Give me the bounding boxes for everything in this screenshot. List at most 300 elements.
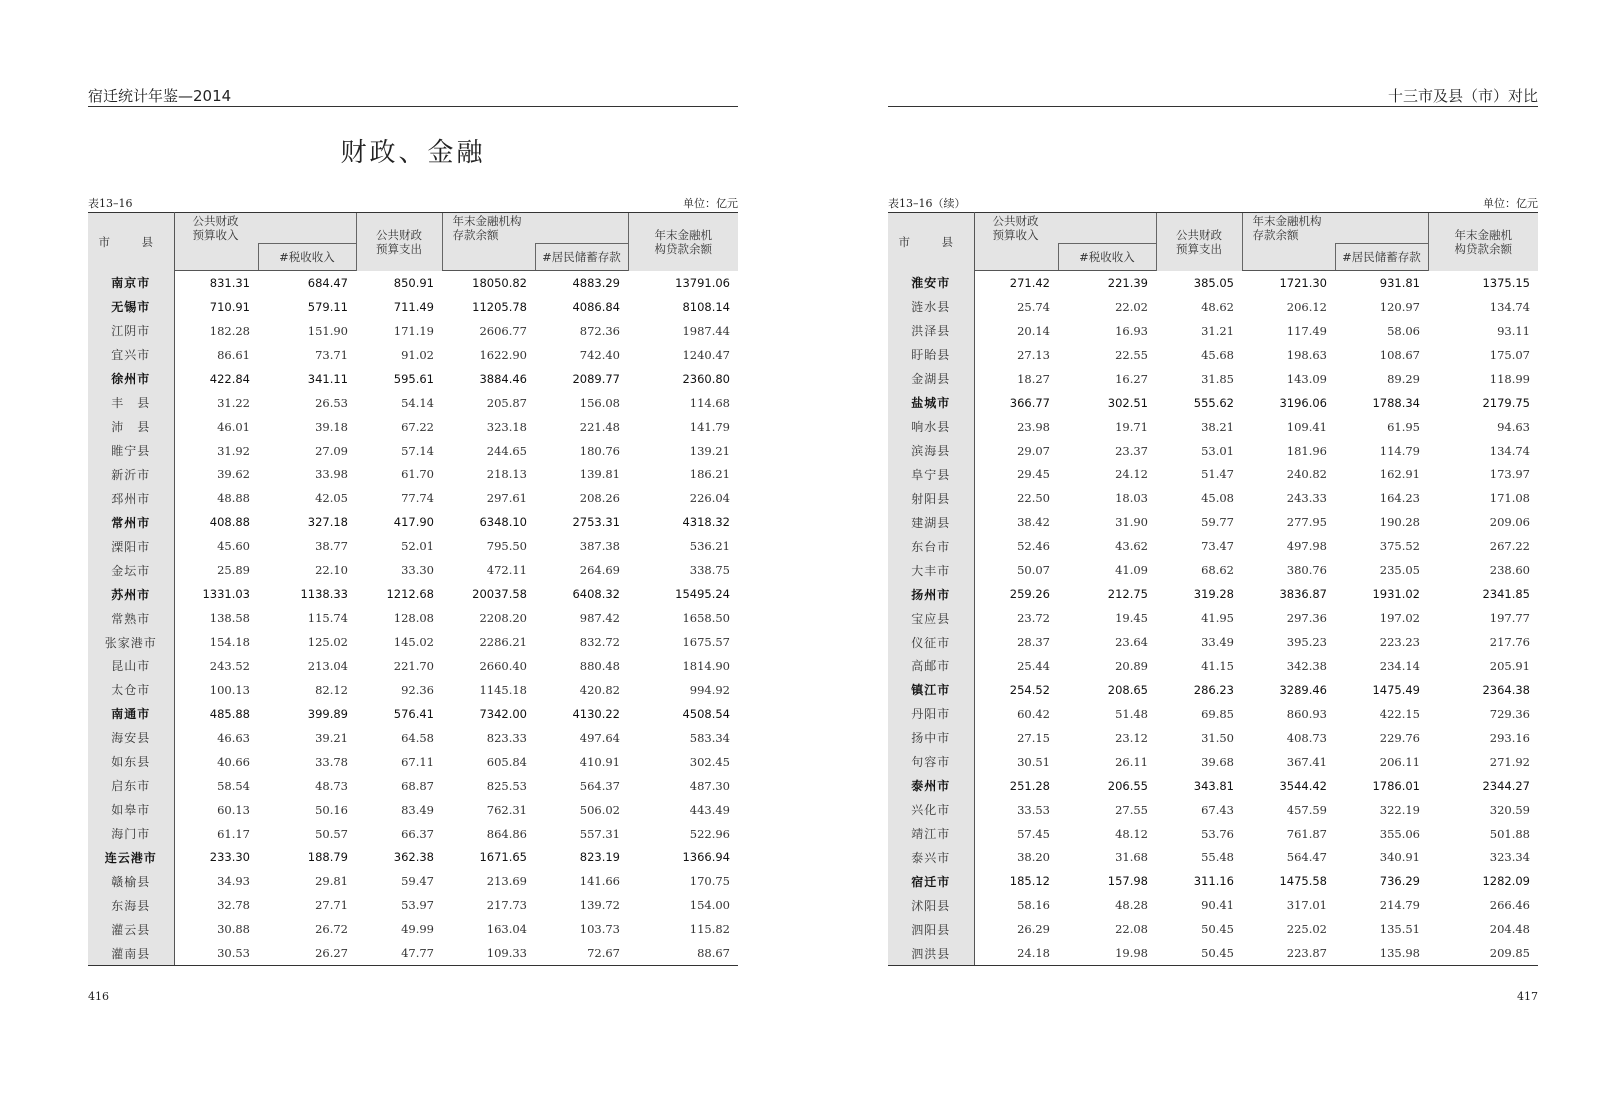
city-name: 沛 县 (88, 415, 174, 439)
value-cell: 190.28 (1379, 515, 1420, 530)
value-cell: 3836.87 (1279, 587, 1327, 602)
table-row (888, 319, 1538, 343)
value-cell: 18050.82 (472, 275, 527, 290)
value-cell: 366.77 (1009, 395, 1050, 410)
city-name: 沭阳县 (888, 893, 974, 917)
value-cell: 11205.78 (472, 299, 527, 314)
value-cell: 506.02 (579, 802, 620, 817)
value-cell: 1145.18 (479, 682, 527, 697)
value-cell: 50.07 (1017, 563, 1050, 578)
table-row (88, 391, 738, 415)
table-row (88, 415, 738, 439)
value-cell: 277.95 (1286, 515, 1327, 530)
value-cell: 30.51 (1017, 754, 1050, 769)
city-name: 靖江市 (888, 822, 974, 846)
value-cell: 522.96 (689, 826, 730, 841)
value-cell: 710.91 (209, 299, 250, 314)
unit-label: 单位：亿元 (683, 197, 738, 210)
table-row (88, 774, 738, 798)
value-cell: 109.33 (442, 941, 535, 965)
city-name: 启东市 (88, 774, 174, 798)
value-cell: 25.89 (217, 563, 250, 578)
value-cell: 2179.75 (1482, 395, 1530, 410)
value-cell: 20037.58 (472, 587, 527, 602)
value-cell: 20.14 (1017, 323, 1050, 338)
table-row (888, 606, 1538, 630)
table-caption (88, 197, 738, 211)
city-name: 苏州市 (88, 582, 174, 606)
value-cell: 33.30 (401, 563, 434, 578)
value-cell: 355.06 (1379, 826, 1420, 841)
value-cell: 47.77 (356, 941, 442, 965)
table-row (88, 463, 738, 487)
value-cell: 154.18 (209, 635, 250, 650)
value-cell: 145.02 (393, 635, 434, 650)
table-row (88, 486, 738, 510)
value-cell: 29.07 (1017, 443, 1050, 458)
value-cell: 23.12 (1115, 730, 1148, 745)
value-cell: 151.90 (307, 323, 348, 338)
value-cell: 49.99 (401, 922, 434, 937)
value-cell: 33.78 (315, 754, 348, 769)
value-cell: 139.21 (689, 443, 730, 458)
value-cell: 67.22 (401, 419, 434, 434)
value-cell: 319.28 (1193, 587, 1234, 602)
city-name: 淮安市 (888, 271, 974, 295)
value-cell: 115.74 (307, 611, 348, 626)
value-cell: 576.41 (393, 706, 434, 721)
value-cell: 64.58 (401, 730, 434, 745)
value-cell: 557.31 (579, 826, 620, 841)
value-cell: 1212.68 (386, 587, 434, 602)
value-cell: 198.63 (1286, 347, 1327, 362)
value-cell: 1138.33 (300, 587, 348, 602)
value-cell: 26.11 (1115, 754, 1148, 769)
value-cell: 27.13 (1017, 347, 1050, 362)
value-cell: 61.70 (401, 467, 434, 482)
value-cell: 50.45 (1201, 922, 1234, 937)
table-row (888, 678, 1538, 702)
value-cell: 16.93 (1115, 323, 1148, 338)
city-name: 金湖县 (888, 367, 974, 391)
value-cell: 197.77 (1489, 611, 1530, 626)
value-cell: 297.36 (1286, 611, 1327, 626)
value-cell: 173.97 (1489, 467, 1530, 482)
value-cell: 323.34 (1489, 850, 1530, 865)
value-cell: 135.98 (1335, 941, 1428, 965)
value-cell: 1675.57 (682, 635, 730, 650)
value-cell: 235.05 (1379, 563, 1420, 578)
value-cell: 83.49 (401, 802, 434, 817)
header-savings: #居民储蓄存款 (1335, 244, 1428, 271)
value-cell: 23.64 (1115, 635, 1148, 650)
value-cell: 579.11 (307, 299, 348, 314)
value-cell: 742.40 (579, 347, 620, 362)
value-cell: 341.11 (307, 371, 348, 386)
table-row (888, 750, 1538, 774)
table-row (88, 319, 738, 343)
city-name: 常州市 (88, 510, 174, 534)
header-deposits: 年末金融机构 存款余额 (442, 213, 628, 244)
value-cell: 3544.42 (1279, 778, 1327, 793)
value-cell: 223.87 (1242, 941, 1335, 965)
value-cell: 29.45 (1017, 467, 1050, 482)
value-cell: 825.53 (486, 778, 527, 793)
value-cell: 7342.00 (479, 706, 527, 721)
city-name: 灌云县 (88, 917, 174, 941)
value-cell: 39.62 (217, 467, 250, 482)
city-name: 邳州市 (88, 486, 174, 510)
city-name: 镇江市 (888, 678, 974, 702)
value-cell: 27.71 (315, 898, 348, 913)
value-cell: 343.81 (1193, 778, 1234, 793)
value-cell: 212.75 (1107, 587, 1148, 602)
value-cell: 33.53 (1017, 802, 1050, 817)
value-cell: 27.09 (315, 443, 348, 458)
value-cell: 1282.09 (1482, 874, 1530, 889)
table-row (88, 534, 738, 558)
value-cell: 2208.20 (479, 611, 527, 626)
value-cell: 115.82 (689, 922, 730, 937)
value-cell: 143.09 (1286, 371, 1327, 386)
value-cell: 1240.47 (682, 347, 730, 362)
city-name: 金坛市 (88, 558, 174, 582)
value-cell: 39.18 (315, 419, 348, 434)
value-cell: 2341.85 (1482, 587, 1530, 602)
table-row (88, 558, 738, 582)
value-cell: 555.62 (1193, 395, 1234, 410)
value-cell: 234.14 (1379, 658, 1420, 673)
value-cell: 286.23 (1193, 682, 1234, 697)
table-row (888, 558, 1538, 582)
value-cell: 39.68 (1201, 754, 1234, 769)
city-name: 如东县 (88, 750, 174, 774)
value-cell: 240.82 (1286, 467, 1327, 482)
header-spacer (442, 244, 535, 271)
value-cell: 59.47 (401, 874, 434, 889)
table-row (888, 893, 1538, 917)
table-row (88, 343, 738, 367)
value-cell: 2753.31 (572, 515, 620, 530)
value-cell: 293.16 (1489, 730, 1530, 745)
city-name: 东海县 (88, 893, 174, 917)
value-cell: 443.49 (689, 802, 730, 817)
table-row (888, 630, 1538, 654)
table-id: 表13–16 (88, 197, 133, 210)
table-id: 表13–16（续） (888, 197, 966, 210)
city-name: 宝应县 (888, 606, 974, 630)
value-cell: 2344.27 (1482, 778, 1530, 793)
value-cell: 61.95 (1387, 419, 1420, 434)
table-row (88, 726, 738, 750)
value-cell: 41.15 (1201, 658, 1234, 673)
value-cell: 55.48 (1201, 850, 1234, 865)
city-name: 阜宁县 (888, 463, 974, 487)
table-row (888, 439, 1538, 463)
city-name: 扬州市 (888, 582, 974, 606)
value-cell: 4318.32 (682, 515, 730, 530)
value-cell: 68.87 (401, 778, 434, 793)
city-name: 溧阳市 (88, 534, 174, 558)
city-name: 句容市 (888, 750, 974, 774)
value-cell: 51.47 (1201, 467, 1234, 482)
table-row (888, 367, 1538, 391)
value-cell: 114.68 (689, 395, 730, 410)
value-cell: 67.11 (401, 754, 434, 769)
value-cell: 45.08 (1201, 491, 1234, 506)
value-cell: 217.76 (1489, 635, 1530, 650)
value-cell: 22.08 (1115, 922, 1148, 937)
value-cell: 58.54 (217, 778, 250, 793)
value-cell: 59.77 (1201, 515, 1234, 530)
value-cell: 417.90 (393, 515, 434, 530)
value-cell: 73.71 (315, 347, 348, 362)
running-head: 宿迁统计年鉴—2014 (88, 86, 738, 107)
value-cell: 244.65 (486, 443, 527, 458)
table-row (888, 869, 1538, 893)
section-title: 财政、金融 (340, 138, 486, 168)
table-row (888, 726, 1538, 750)
value-cell: 114.79 (1379, 443, 1420, 458)
city-name: 泗洪县 (888, 941, 974, 965)
table-row (888, 343, 1538, 367)
value-cell: 125.02 (307, 635, 348, 650)
value-cell: 23.72 (1017, 611, 1050, 626)
value-cell: 30.88 (217, 922, 250, 937)
value-cell: 22.50 (1017, 491, 1050, 506)
value-cell: 1475.49 (1372, 682, 1420, 697)
value-cell: 206.11 (1379, 754, 1420, 769)
value-cell: 408.88 (209, 515, 250, 530)
value-cell: 185.12 (1009, 874, 1050, 889)
value-cell: 1721.30 (1279, 275, 1327, 290)
city-name: 太仓市 (88, 678, 174, 702)
table-row (88, 271, 738, 295)
value-cell: 38.42 (1017, 515, 1050, 530)
value-cell: 497.98 (1286, 539, 1327, 554)
value-cell: 60.42 (1017, 706, 1050, 721)
value-cell: 48.62 (1201, 299, 1234, 314)
value-cell: 711.49 (393, 299, 434, 314)
value-cell: 48.12 (1115, 826, 1148, 841)
value-cell: 213.04 (307, 658, 348, 673)
value-cell: 188.79 (307, 850, 348, 865)
value-cell: 221.48 (579, 419, 620, 434)
value-cell: 72.67 (535, 941, 628, 965)
table-row (88, 822, 738, 846)
city-name: 宿迁市 (888, 869, 974, 893)
running-head: 十三市及县（市）对比 (888, 86, 1538, 107)
value-cell: 864.86 (486, 826, 527, 841)
table-row (888, 702, 1538, 726)
value-cell: 795.50 (486, 539, 527, 554)
header-deposits: 年末金融机构 存款余额 (1242, 213, 1428, 244)
value-cell: 22.55 (1115, 347, 1148, 362)
right-page (888, 0, 1538, 1099)
value-cell: 226.04 (689, 491, 730, 506)
value-cell: 23.98 (1017, 419, 1050, 434)
city-name: 仪征市 (888, 630, 974, 654)
value-cell: 73.47 (1201, 539, 1234, 554)
city-name: 兴化市 (888, 798, 974, 822)
value-cell: 367.41 (1286, 754, 1327, 769)
value-cell: 61.17 (217, 826, 250, 841)
table-header (88, 213, 738, 271)
value-cell: 1366.94 (682, 850, 730, 865)
value-cell: 57.45 (1017, 826, 1050, 841)
value-cell: 58.16 (1017, 898, 1050, 913)
city-name: 张家港市 (88, 630, 174, 654)
value-cell: 139.72 (579, 898, 620, 913)
value-cell: 420.82 (579, 682, 620, 697)
value-cell: 823.33 (486, 730, 527, 745)
city-name: 无锡市 (88, 295, 174, 319)
table-row (88, 702, 738, 726)
city-name: 新沂市 (88, 463, 174, 487)
value-cell: 103.73 (579, 922, 620, 937)
value-cell: 82.12 (315, 682, 348, 697)
value-cell: 208.65 (1107, 682, 1148, 697)
value-cell: 485.88 (209, 706, 250, 721)
value-cell: 170.75 (689, 874, 730, 889)
value-cell: 1987.44 (682, 323, 730, 338)
header-revenue: 公共财政 预算收入 (974, 213, 1156, 244)
value-cell: 26.72 (315, 922, 348, 937)
city-name: 南京市 (88, 271, 174, 295)
value-cell: 4130.22 (572, 706, 620, 721)
city-name: 海安县 (88, 726, 174, 750)
value-cell: 16.27 (1115, 371, 1148, 386)
header-spacer (974, 244, 1058, 271)
value-cell: 472.11 (486, 563, 527, 578)
value-cell: 22.10 (315, 563, 348, 578)
value-cell: 68.62 (1201, 563, 1234, 578)
value-cell: 26.27 (258, 941, 356, 965)
table-row (888, 391, 1538, 415)
table-row (888, 486, 1538, 510)
value-cell: 320.59 (1489, 802, 1530, 817)
table-row (888, 917, 1538, 941)
value-cell: 243.33 (1286, 491, 1327, 506)
value-cell: 395.23 (1286, 635, 1327, 650)
table-row (888, 654, 1538, 678)
value-cell: 2364.38 (1482, 682, 1530, 697)
header-city: 市 县 (88, 213, 174, 271)
value-cell: 77.74 (401, 491, 434, 506)
value-cell: 385.05 (1193, 275, 1234, 290)
table-row (888, 295, 1538, 319)
value-cell: 27.15 (1017, 730, 1050, 745)
table-row (888, 846, 1538, 870)
table-row (88, 941, 738, 965)
value-cell: 218.13 (486, 467, 527, 482)
value-cell: 50.57 (315, 826, 348, 841)
value-cell: 762.31 (486, 802, 527, 817)
value-cell: 91.02 (401, 347, 434, 362)
city-name: 扬中市 (888, 726, 974, 750)
value-cell: 6408.32 (572, 587, 620, 602)
left-page (88, 0, 738, 1099)
value-cell: 497.64 (579, 730, 620, 745)
table-row (88, 510, 738, 534)
value-cell: 45.68 (1201, 347, 1234, 362)
value-cell: 595.61 (393, 371, 434, 386)
value-cell: 175.07 (1489, 347, 1530, 362)
header-expenditure: 公共财政 预算支出 (356, 213, 442, 271)
value-cell: 4883.29 (572, 275, 620, 290)
value-cell: 94.63 (1497, 419, 1530, 434)
value-cell: 54.14 (401, 395, 434, 410)
header-loans: 年末金融机 构贷款余额 (1428, 213, 1538, 271)
table-row (88, 654, 738, 678)
city-name: 大丰市 (888, 558, 974, 582)
table-row (888, 415, 1538, 439)
value-cell: 48.28 (1115, 898, 1148, 913)
value-cell: 1786.01 (1372, 778, 1420, 793)
value-cell: 6348.10 (479, 515, 527, 530)
city-name: 泰州市 (888, 774, 974, 798)
table-body (888, 271, 1538, 966)
value-cell: 134.74 (1489, 299, 1530, 314)
value-cell: 209.85 (1428, 941, 1538, 965)
value-cell: 338.75 (689, 563, 730, 578)
table-row (888, 774, 1538, 798)
value-cell: 197.02 (1379, 611, 1420, 626)
value-cell: 89.29 (1387, 371, 1420, 386)
value-cell: 1931.02 (1372, 587, 1420, 602)
value-cell: 33.98 (315, 467, 348, 482)
table-row (88, 678, 738, 702)
value-cell: 48.88 (217, 491, 250, 506)
value-cell: 134.74 (1489, 443, 1530, 458)
value-cell: 225.02 (1286, 922, 1327, 937)
value-cell: 128.08 (393, 611, 434, 626)
value-cell: 46.63 (217, 730, 250, 745)
value-cell: 342.38 (1286, 658, 1327, 673)
value-cell: 25.44 (1017, 658, 1050, 673)
value-cell: 41.95 (1201, 611, 1234, 626)
value-cell: 182.28 (209, 323, 250, 338)
value-cell: 52.46 (1017, 539, 1050, 554)
value-cell: 536.21 (689, 539, 730, 554)
table-row (888, 510, 1538, 534)
value-cell: 2286.21 (479, 635, 527, 650)
value-cell: 139.81 (579, 467, 620, 482)
value-cell: 206.12 (1286, 299, 1327, 314)
value-cell: 1375.15 (1482, 275, 1530, 290)
value-cell: 213.69 (486, 874, 527, 889)
value-cell: 323.18 (486, 419, 527, 434)
value-cell: 181.96 (1286, 443, 1327, 458)
value-cell: 994.92 (689, 682, 730, 697)
value-cell: 26.53 (315, 395, 348, 410)
table-row (888, 941, 1538, 965)
table-row (888, 534, 1538, 558)
city-name: 响水县 (888, 415, 974, 439)
value-cell: 238.60 (1489, 563, 1530, 578)
value-cell: 205.91 (1489, 658, 1530, 673)
value-cell: 761.87 (1286, 826, 1327, 841)
value-cell: 154.00 (689, 898, 730, 913)
value-cell: 108.67 (1379, 347, 1420, 362)
city-name: 丹阳市 (888, 702, 974, 726)
table-row (888, 271, 1538, 295)
table-row (88, 367, 738, 391)
value-cell: 271.42 (1009, 275, 1050, 290)
value-cell: 100.13 (209, 682, 250, 697)
value-cell: 46.01 (217, 419, 250, 434)
value-cell: 38.20 (1017, 850, 1050, 865)
